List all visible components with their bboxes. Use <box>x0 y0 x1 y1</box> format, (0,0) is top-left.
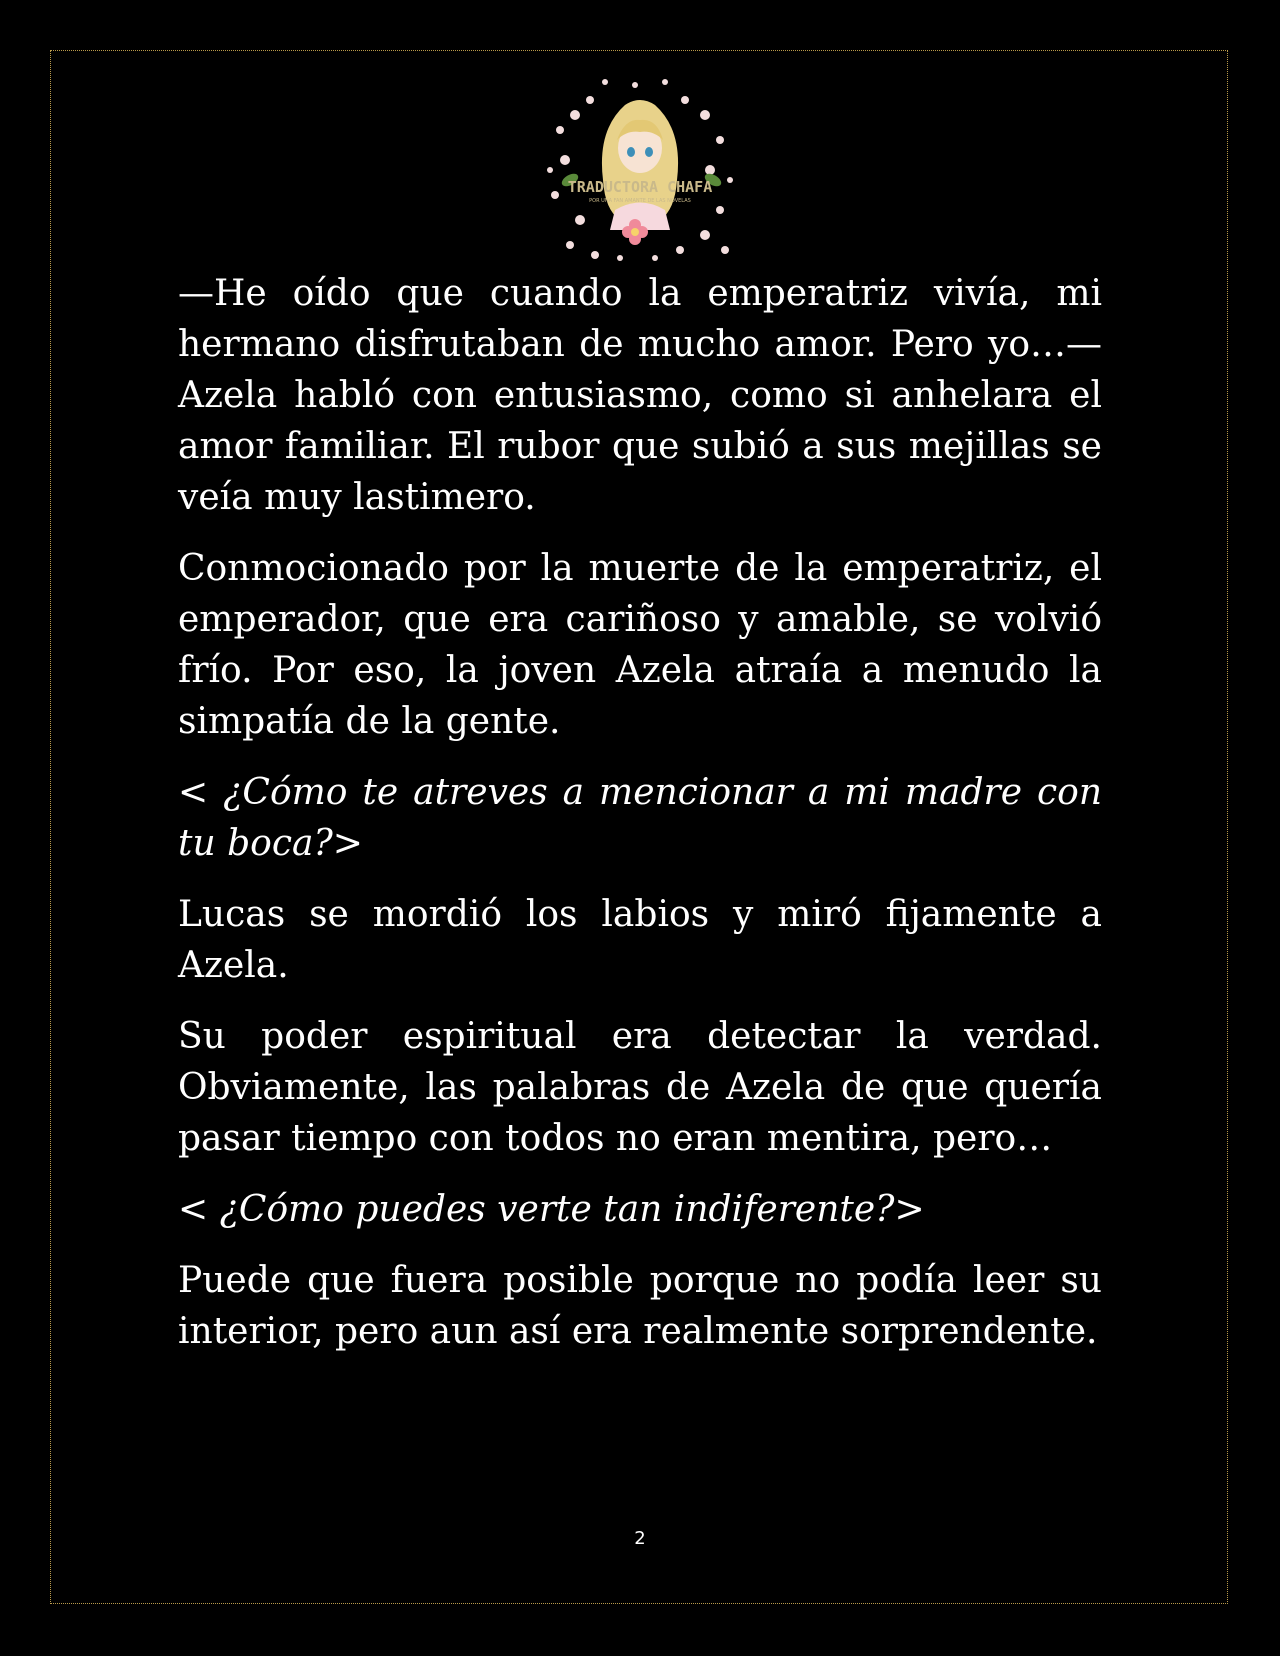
translator-logo-image <box>535 70 745 265</box>
page-number: 2 <box>634 1528 646 1549</box>
paragraph-4: Lucas se mordió los labios y miró fijamente a Azela. <box>178 894 1102 986</box>
paragraph-7: Puede que fuera posible porque no podía leer su interior, pero aun así era realmente sorprendente. <box>178 1260 1102 1352</box>
logo-title: TRADUCTORA CHAFA <box>567 178 713 196</box>
page-content <box>178 268 1102 1377</box>
paragraph-5: Su poder espiritual era detectar la verdad. Obviamente, las palabras de Azela de que quería pasar tiempo con todos no eran mentira, pero… <box>178 1016 1102 1159</box>
paragraph-6-thought: < ¿Cómo puedes verte tan indiferente?> <box>178 1189 925 1230</box>
paragraph-3-thought: < ¿Cómo te atreves a mencionar a mi madre con tu boca?> <box>178 772 1102 864</box>
paragraph-1: —He oído que cuando la emperatriz vivía, mi hermano disfrutaban de mucho amor. Pero yo…—Azela habló con entusiasmo, como si anhelara el amor familiar. El rubor que subió a sus mejillas se veía muy lastimero. <box>178 273 1102 518</box>
translator-logo <box>535 70 745 265</box>
logo-subtitle: POR UNA FAN AMANTE DE LAS NOVELAS <box>589 198 691 204</box>
paragraph-2: Conmocionado por la muerte de la emperatriz, el emperador, que era cariñoso y amable, se volvió frío. Por eso, la joven Azela atraía a menudo la simpatía de la gente. <box>178 548 1102 742</box>
